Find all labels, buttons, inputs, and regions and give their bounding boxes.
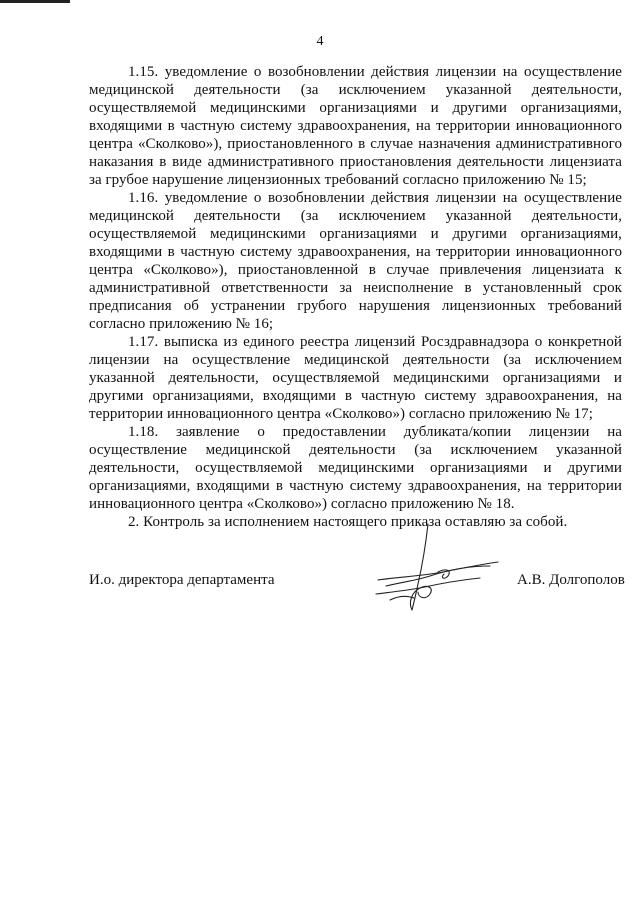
scan-edge-mark <box>0 0 70 3</box>
signatory-title: И.о. директора департамента <box>89 572 275 588</box>
paragraph-1-16: 1.16. уведомление о возобновлении действия лицензии на осуществление медицинской деятельности (за исключением указанной деятельности, осуществляемой медицинскими организациями и другими организациями, входящими в частную систему здравоохранения, на территории инновационного центра «Сколково»), приостановленной в случае привлечения лицензиата к административной ответственности за неисполнение в установленный срок предписания об устранении грубого нарушения лицензионных требований согласно приложению № 16; <box>89 190 622 332</box>
document-body <box>89 63 622 531</box>
paragraph-1-18: 1.18. заявление о предоставлении дубликата/копии лицензии на осуществление медицинской деятельности (за исключением указанной деятельности, осуществляемой медицинскими организациями и другими организациями, входящими в частную систему здравоохранения, на территории инновационного центра «Сколково») согласно приложению № 18. <box>89 424 622 512</box>
handwritten-signature <box>368 522 518 622</box>
paragraph-1-15: 1.15. уведомление о возобновлении действия лицензии на осуществление медицинской деятельности (за исключением указанной деятельности, осуществляемой медицинскими организациями и другими организациями, входящими в частную систему здравоохранения, на территории инновационного центра «Сколково»), приостановленного в случае назначения административного наказания в виде административного приостановления деятельности лицензиата за грубое нарушение лицензионных требований согласно приложению № 15; <box>89 64 622 188</box>
page-number: 4 <box>316 34 324 49</box>
paragraph-1-17: 1.17. выписка из единого реестра лицензий Росздравнадзора о конкретной лицензии на осуществление медицинской деятельности (за исключением указанной деятельности, осуществляемой медицинскими организациями и другими организациями, входящими в частную систему здравоохранения, на территории инновационного центра «Сколково») согласно приложению № 17; <box>89 334 622 422</box>
paragraph-2: 2. Контроль за исполнением настоящего приказа оставляю за собой. <box>128 514 568 530</box>
signatory-name: А.В. Долгополов <box>517 572 625 588</box>
